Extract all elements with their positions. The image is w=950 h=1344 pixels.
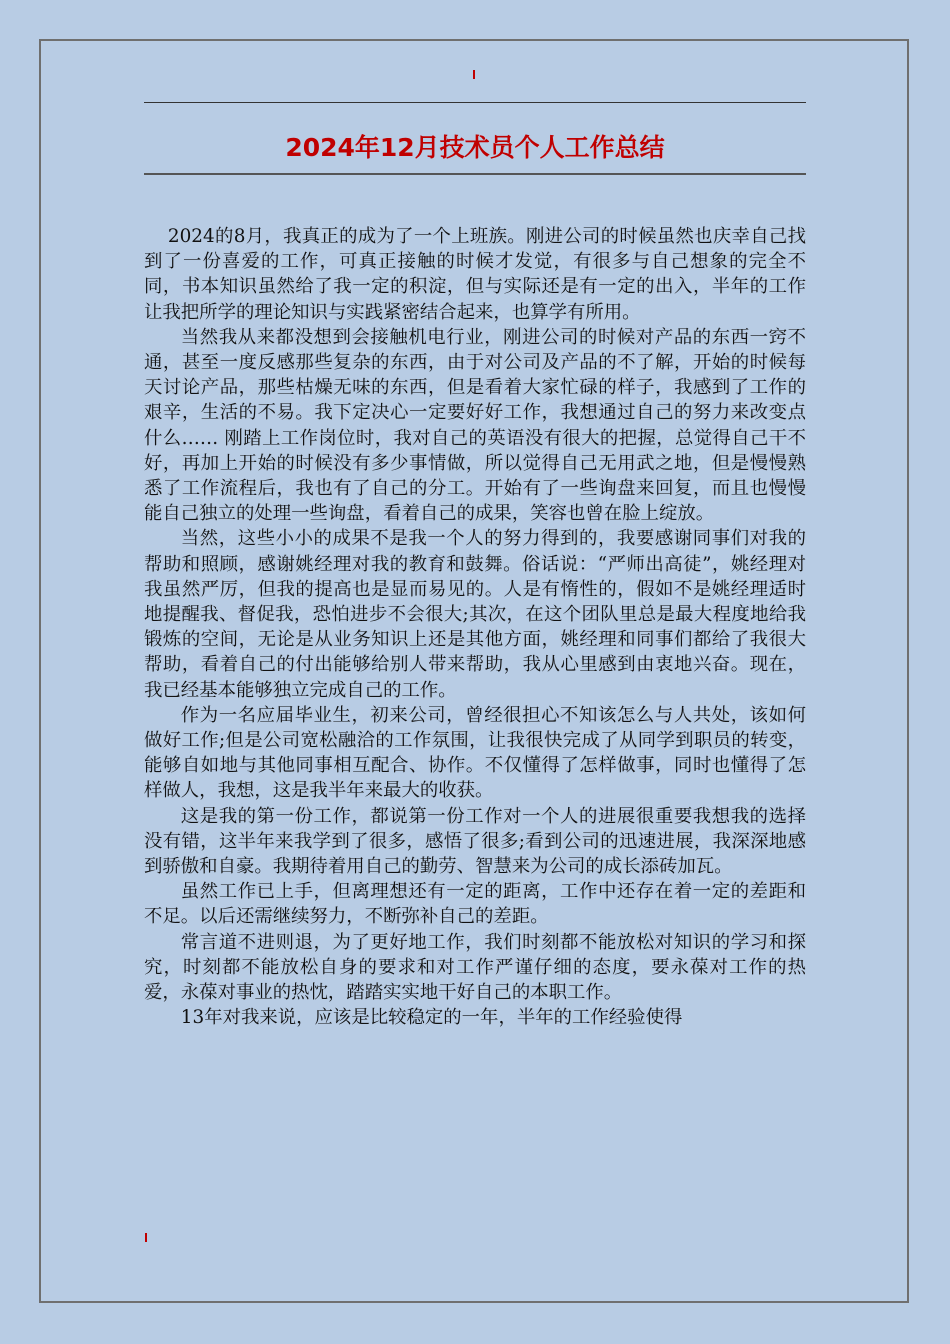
paragraph: 当然我从来都没想到会接触机电行业，刚进公司的时候对产品的东西一窍不通，甚至一度反感那些复杂的东西，由于对公司及产品的不了解，开始的时候每天讨论产品，那些枯燥无味的东西，但是看着大家忙碌的样子，我感到了工作的艰辛，生活的不易。我下定决心一定要好好工作，我想通过自己的努力来改变点什么…… 刚踏上工作岗位时，我对自己的英语没有很大的把握，总觉得自己干不好，再加上开始的时候没有多少事情做，所以觉得自己无用武之地，但是慢慢熟悉了工作流程后，我也有了自己的分工。开始有了一些询盘来回复，而且也慢慢能自己独立的处理一些询盘，看着自己的成果，笑容也曾在脸上绽放。 [144,326,806,525]
paragraph: 2024的8月，我真正的成为了一个上班族。刚进公司的时候虽然也庆幸自己找到了一份喜爱的工作，可真正接触的时候才发觉，有很多与自己想象的完全不同，书本知识虽然给了我一定的积淀，但与实际还是有一定的出入，半年的工作让我把所学的理论知识与实践紧密结合起来，也算学有所用。 [144,226,806,323]
document-title: 2024年12月技术员个人工作总结 [285,133,665,162]
header-cursor-mark [473,70,475,79]
paragraph: 这是我的第一份工作，都说第一份工作对一个人的进展很重要我想我的选择没有错，这半年来我学到了很多，感悟了很多;看到公司的迅速进展，我深深地感到骄傲和自豪。我期待着用自己的勤劳、智慧来为公司的成长添砖加瓦。 [144,805,806,878]
document-body [144,224,806,1031]
header-divider [144,102,806,103]
paragraph: 作为一名应届毕业生，初来公司，曾经很担心不知该怎么与人共处，该如何做好工作;但是公司宽松融洽的工作氛围，让我很快完成了从同学到职员的转变，能够自如地与其他同事相互配合、协作。不仅懂得了怎样做事，同时也懂得了怎样做人，我想，这是我半年来最大的收获。 [144,704,806,802]
title-divider [144,173,806,175]
paragraph: 虽然工作已上手，但离理想还有一定的距离，工作中还存在着一定的差距和不足。以后还需继续努力，不断弥补自己的差距。 [144,881,806,928]
footer-cursor-mark [145,1233,147,1242]
paragraph: 常言道不进则退，为了更好地工作，我们时刻都不能放松对知识的学习和探究，时刻都不能放松自身的要求和对工作严谨仔细的态度，要永葆对工作的热爱，永葆对事业的热忱，踏踏实实地干好自己的本职工作。 [144,931,806,1004]
paragraph: 13年对我来说，应该是比较稳定的一年，半年的工作经验使得 [180,1007,683,1029]
paragraph: 当然，这些小小的成果不是我一个人的努力得到的，我要感谢同事们对我的帮助和照顾，感谢姚经理对我的教育和鼓舞。俗话说：“严师出高徒”，姚经理对我虽然严厉，但我的提高也是显而易见的。人是有惰性的，假如不是姚经理适时地提醒我、督促我，恐怕进步不会很大;其次，在这个团队里总是最大程度地给我锻炼的空间，无论是从业务知识上还是其他方面，姚经理和同事们都给了我很大帮助，看着自己的付出能够给别人带来帮助，我从心里感到由衷地兴奋。现在，我已经基本能够独立完成自己的工作。 [144,528,806,701]
